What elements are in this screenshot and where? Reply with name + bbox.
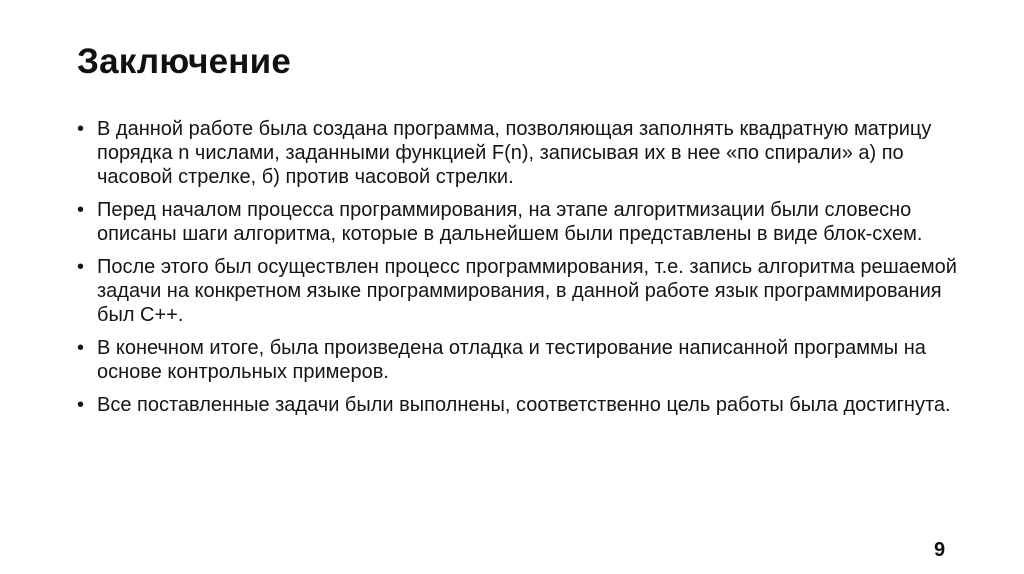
bullet-item — [77, 255, 957, 327]
bullet-text: Все поставленные задачи были выполнены, соответственно цель работы была достигнута. — [97, 394, 951, 416]
bullet-item — [77, 117, 957, 189]
bullet-text: В конечном итоге, была произведена отладка и тестирование написанной программы на основе контрольных примеров. — [97, 337, 926, 383]
bullet-marker: • — [77, 256, 85, 278]
bullet-marker: • — [77, 199, 85, 221]
bullet-text: Перед началом процесса программирования, на этапе алгоритмизации были словесно описаны шаги алгоритма, которые в дальнейшем были представлены в виде блок-схем. — [97, 199, 923, 245]
bullet-text: В данной работе была создана программа, позволяющая заполнять квадратную матрицу порядка n числами, заданными функцией F(n), записывая их в нее «по спирали» а) по часовой стрелке, б) против часовой стрелки. — [97, 118, 932, 188]
bullet-item — [77, 336, 957, 384]
bullet-item — [77, 393, 957, 417]
bullet-list — [77, 117, 957, 426]
bullet-item — [77, 198, 957, 246]
bullet-marker: • — [77, 118, 85, 140]
page-number: 9 — [934, 539, 946, 561]
slide-title: Заключение — [77, 42, 292, 81]
bullet-marker: • — [77, 337, 85, 359]
bullet-text: После этого был осуществлен процесс программирования, т.е. запись алгоритма решаемой задачи на конкретном языке программирования, в данной работе язык программирования был С++. — [97, 256, 957, 326]
bullet-marker: • — [77, 394, 85, 416]
